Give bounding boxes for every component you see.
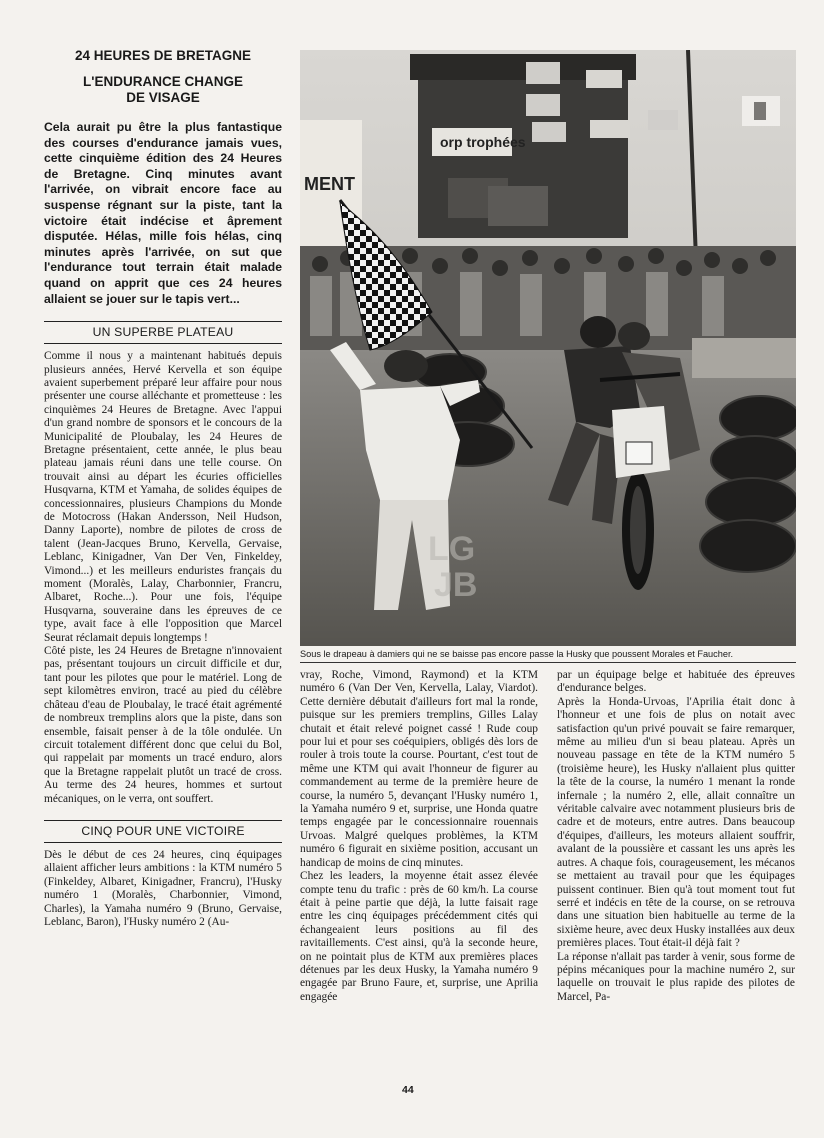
body-text-plateau bbox=[44, 350, 282, 806]
race-photo-illustration bbox=[300, 50, 796, 646]
article-title-line-2: DE VISAGE bbox=[126, 90, 200, 105]
paragraph: Après la Honda-Urvoas, l'Aprilia était donc à l'honneur et une fois de plus on notait avec satisfaction qu'un privé pouvait se faire remarquer, même au milieu d'un si beau plateau. Après un nouveau passage en tête de la KTM numéro 5 (troisième heure), les Husky n'allaient plus quitter la tête de la course, la numéro 1 menant la ronde infernale ; la numéro 2, elle, allait connaître un véritable calvaire avec notamment plusieurs bris de cadre et de moteurs, entre autres. Dans beaucoup d'équipes, d'ailleurs, les moteurs allaient souffrir, avalant de la poussière et cassant les uns après les autres. A chaque fois, courageusement, les mécanos se mettaient au travail pour que les équipages puissent continuer. Bien qu'à tout moment tout fut serré et indécis en tête de la course, on se retrouva dans une situation bien habituelle au terme de la sixième heure, avec deux Husky installées aux deux premières places. Tout était-il déjà fait ? bbox=[557, 695, 795, 950]
article-lead: Cela aurait pu être la plus fantastique des courses d'endurance jamais vues, cette cinquième édition des 24 Heures de Bretagne. Cinq minutes avant l'arrivée, on vibrait encore face au suspense régnant sur la piste, tant la victoire était indécise et âprement disputée. Hélas, mille fois hélas, cinq minutes après l'arrivée, on sut que l'endurance tout terrain était malade quand on apprit que ces 24 heures allaient se jouer sur le tapis vert... bbox=[44, 120, 282, 306]
right-column bbox=[557, 669, 795, 1004]
paragraph: vray, Roche, Vimond, Raymond) et la KTM numéro 6 (Van Der Ven, Kervella, Lalay, Viardot). Cette dernière débutait d'ailleurs fort mal la ronde, puisque sur les premiers tremplins, Gilles Lalay chutait et était relevé poignet cassé ! Rude coup pour lui et pour ses coéquipiers, obligés dès lors de rouler à trois toute la course. Pourtant, c'est tout de même une KTM qui avait l'honneur de figurer au commandement au terme de la première heure de course, la numéro 5, devançant l'Husky numéro 1, la Yamaha numéro 9 et, surprise, une Honda quatre temps engagée par le concessionnaire rouennais Urvoas. Malgré quelques problèmes, la KTM numéro 6 figurait en sixième position, accusant un handicap de moins de cinq minutes. bbox=[300, 669, 538, 869]
photo-caption: Sous le drapeau à damiers qui ne se baisse pas encore passe la Husky que poussent Morales et Faucher. bbox=[300, 648, 796, 663]
paragraph: Dès le début de ces 24 heures, cinq équipages allaient afficher leurs ambitions : la KTM numéro 5 (Finkeldey, Albaret, Kinigadner, Francru), l'Husky numéro 1 (Moralès, Charbonnier, Vimond, Charles), la Yamaha numéro 9 (Bruno, Gervaise, Leblanc, Baron), l'Husky numéro 2 (Au- bbox=[44, 848, 282, 928]
left-column bbox=[44, 48, 282, 929]
billboard-text: MENT bbox=[304, 174, 355, 194]
race-photo bbox=[300, 50, 796, 646]
paragraph: Chez les leaders, la moyenne était assez élevée compte tenu du trafic : près de 60 km/h. La course était à peine partie que déjà, la lutte faisait rage entre les cinq équipages précédemment cités qui échangeaient leurs positions au fil des ravitaillements. C'est ainsi, qu'à la seconde heure, on ne pointait plus de KTM aux premières places détenues par les deux Husky, la Yamaha numéro 9 engagée par Bruno Faure, et, surprise, une Aprilia engagée bbox=[300, 870, 538, 1003]
svg-text:LG: LG bbox=[428, 530, 476, 568]
paragraph: La réponse n'allait pas tarder à venir, sous forme de pépins mécaniques pour la machine numéro 2, sur laquelle on trouvait le plus rapide des pilotes de Marcel, Pa- bbox=[557, 950, 795, 1003]
article-title-line-1: L'ENDURANCE CHANGE bbox=[83, 74, 243, 89]
svg-text:JB: JB bbox=[434, 566, 478, 604]
paragraph: Comme il nous y a maintenant habitués depuis plusieurs années, Hervé Kervella et son équipe avaient superbement préparé leur affaire pour nous présenter une course alléchante et prometteuse : les cinquièmes 24 Heures de Bretagne. Avec l'appui d'un grand nombre de sponsors et le concours de la Municipalité de Ploubalay, les 24 Heures de Bretagne présentaient, cette année, le plus beau plateau jamais réuni dans une telle course. On trouvait ainsi au départ les écuries officielles Husqvarna, KTM et Yamaha, de solides équipes de concessionnaires, plusieurs Champions du Monde de Motocross (Hakan Andersson, Neil Hudson, Danny Laporte), nombre de pilotes de cross de talent (Jean-Jacques Bruno, Kervella, Gervaise, Leblanc, Kinigadner, Van Der Ven, Finkeldey, Vimond...) et les meilleurs enduristes français du moment (Moralès, Lalay, Charbonnier, Francru, Albaret, Roche...). Pour une fois, l'équipe Husqvarna, souveraine dans les épreuves de ce type, avait face à elle l'opposition que Marcel Seurat réclamait depuis longtemps ! bbox=[44, 350, 282, 644]
paragraph: par un équipage belge et habituée des épreuves d'endurance belges. bbox=[557, 669, 795, 695]
body-text-victoire bbox=[44, 849, 282, 929]
paragraph: Côté piste, les 24 Heures de Bretagne n'innovaient pas, présentant toujours un circuit difficile et dur, tant pour les pilotes que pour le matériel. Long de sept kilomètres environ, tracé au pied du célèbre château d'eau de Ploubalay, le tracé était agrémenté de nombreux tremplins alors que la piste, dans son ensemble, faisait penser à de la tôle ondulée. Un circuit totalement différent donc que celui du Bol, qui rappelait par moments un tracé enduro, alors que la Bretagne rappelait plutôt un tracé de cross. Au terme des 24 heures, hommes et surtout mécaniques, on le verra, ont souffert. bbox=[44, 645, 282, 805]
tower-banner-text: orp trophées bbox=[440, 134, 526, 150]
article-kicker: 24 HEURES DE BRETAGNE bbox=[74, 48, 252, 63]
section-heading-victoire: CINQ POUR UNE VICTOIRE bbox=[44, 820, 282, 843]
article-headline bbox=[44, 48, 282, 106]
section-heading-plateau: UN SUPERBE PLATEAU bbox=[44, 321, 282, 344]
middle-column bbox=[300, 669, 538, 1004]
page-number: 44 bbox=[402, 1084, 414, 1096]
